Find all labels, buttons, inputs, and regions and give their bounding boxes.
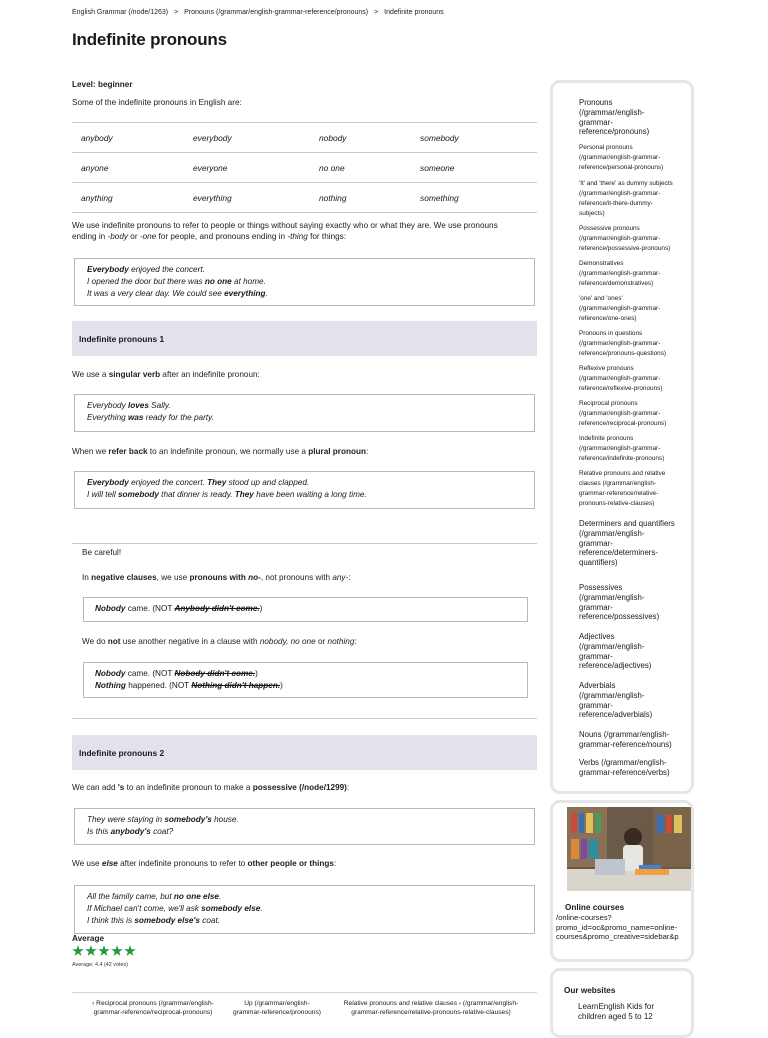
next-page-link[interactable]: Relative pronouns and relative clauses › (/grammar/english- grammar-reference/relative-pronouns-relative-clauses) (343, 1000, 519, 1016)
example-line: Nobody came. (NOT Nobody didn't come.) (95, 669, 258, 678)
sidebar-item-verbs[interactable]: Verbs (/grammar/english- grammar-reference/verbs) (579, 758, 670, 777)
example-line: If Michael can't come, we'll ask somebody else. (87, 904, 263, 913)
table-cell: someone (411, 153, 537, 183)
sidebar-item-adjectives[interactable]: Adjectives (/grammar/english- grammar- reference/adjectives) (579, 632, 652, 671)
usage-line: We use indefinite pronouns to refer to people or things without saying exactly who or what they are. We use pronouns (72, 221, 498, 230)
promo-link[interactable]: /online-courses? promo_id=oc&promo_name=online- courses&promo_creative=sidebar&p (556, 913, 679, 942)
book-navigation (72, 992, 537, 1016)
rating-label: Average (72, 934, 105, 943)
promo-title[interactable]: Online courses (565, 903, 625, 912)
sidebar-subitem[interactable]: Demonstratives (/grammar/english-grammar- reference/demonstratives) (579, 260, 661, 287)
page-title: Indefinite pronouns (72, 30, 227, 49)
example-box (74, 808, 535, 845)
example-line: I will tell somebody that dinner is ready. They have been waiting a long time. (87, 490, 367, 499)
star-icon[interactable] (98, 945, 110, 957)
example-line: Everybody loves Sally. (87, 401, 171, 410)
table-cell: everything (184, 183, 310, 213)
table-cell: everybody (184, 123, 310, 153)
breadcrumb-link-pronouns[interactable]: Pronouns (/grammar/english-grammar-reference/pronouns) (184, 9, 369, 16)
careful-title: Be careful! (82, 548, 122, 557)
example-box (83, 597, 528, 622)
table-cell: nobody (310, 123, 411, 153)
breadcrumb-link-grammar[interactable]: English Grammar (/node/1263) (72, 9, 169, 16)
careful-paragraph: In negative clauses, we use pronouns with no-, not pronouns with any-: (82, 573, 351, 582)
star-icon[interactable] (124, 945, 136, 957)
example-box (74, 471, 535, 509)
table-row (72, 153, 537, 183)
table-cell: anybody (72, 123, 184, 153)
singular-verb-paragraph: We use a singular verb after an indefinite pronoun: (72, 370, 260, 379)
sidebar-item-determiners[interactable]: Determiners and quantifiers (/grammar/english- grammar- reference/determiners- quantifiers) (579, 519, 675, 568)
example-line: I think this is somebody else's coat. (87, 916, 221, 925)
example-box (74, 394, 535, 432)
example-box (74, 885, 535, 934)
intro-text: Some of the indefinite pronouns in English are: (72, 98, 242, 107)
breadcrumb-separator: > (174, 9, 179, 16)
section-title[interactable]: Indefinite pronouns 1 (79, 333, 165, 344)
table-cell: everyone (184, 153, 310, 183)
careful-divider (72, 718, 537, 719)
usage-line: ending in -body or -one for people, and pronouns ending in -thing for things: (72, 232, 347, 241)
example-line: Nothing happened. (NOT Nothing didn't happen.) (95, 681, 283, 690)
prev-page-link[interactable]: ‹ Reciprocal pronouns (/grammar/english- grammar-reference/reciprocal-pronouns) (92, 1000, 214, 1016)
promo-photo[interactable] (567, 807, 693, 891)
up-link[interactable]: Up (/grammar/english- grammar-reference/pronouns) (233, 1000, 321, 1016)
table-cell: nothing (310, 183, 411, 213)
example-line: Nobody came. (NOT Anybody didn't come.) (95, 604, 263, 613)
breadcrumb-separator: > (374, 9, 379, 16)
table-row (72, 123, 537, 153)
sidebar-subitem[interactable]: Personal pronouns (/grammar/english-grammar- reference/personal-pronouns) (579, 144, 664, 171)
table-cell: anything (72, 183, 184, 213)
exercise-section-1[interactable] (72, 321, 537, 356)
else-paragraph: We use else after indefinite pronouns to refer to other people or things: (72, 859, 337, 868)
possessive-paragraph: We can add 's to an indefinite pronoun to make a possessive (/node/1299): (72, 783, 350, 792)
exercise-section-2[interactable] (72, 735, 537, 770)
breadcrumb (72, 9, 448, 16)
table-cell: anyone (72, 153, 184, 183)
sidebar-subitem-active[interactable]: Indefinite pronouns (/grammar/english-grammar- reference/indefinite-pronouns) (579, 435, 665, 462)
websites-title: Our websites (564, 986, 616, 995)
star-icon[interactable] (72, 945, 84, 957)
table-cell: no one (310, 153, 411, 183)
example-line: It was a very clear day. We could see everything. (87, 289, 268, 298)
sidebar-subitem[interactable]: Pronouns in questions (/grammar/english-grammar- reference/pronouns-questions) (579, 330, 667, 357)
breadcrumb-current: Indefinite pronouns (384, 9, 444, 16)
example-box (83, 662, 528, 698)
sidebar-subitem[interactable]: Reflexive pronouns (/grammar/english-grammar- reference/reflexive-pronouns) (579, 365, 663, 392)
sidebar-nav (550, 80, 694, 794)
usage-paragraph (72, 220, 537, 242)
example-line: Is this anybody's coat? (87, 827, 174, 836)
star-icon[interactable] (111, 945, 123, 957)
example-line: Everybody enjoyed the concert. They stood up and clapped. (87, 478, 310, 487)
star-icon[interactable] (85, 945, 97, 957)
example-line: Everybody enjoyed the concert. (87, 265, 205, 274)
website-link-kids[interactable]: LearnEnglish Kids for children aged 5 to 12 (578, 1002, 655, 1021)
example-line: All the family came, but no one else. (87, 892, 222, 901)
example-line: I opened the door but there was no one at home. (87, 277, 266, 286)
pronoun-table (72, 122, 537, 213)
sidebar-subitem[interactable]: Possessive pronouns (/grammar/english-grammar- reference/possessive-pronouns) (579, 225, 671, 252)
sidebar-item-nouns[interactable]: Nouns (/grammar/english- grammar-reference/nouns) (579, 730, 672, 749)
refer-back-paragraph: When we refer back to an indefinite pronoun, we normally use a plural pronoun: (72, 447, 369, 456)
table-row (72, 183, 537, 213)
online-courses-promo[interactable] (550, 800, 694, 962)
example-line: They were staying in somebody's house. (87, 815, 239, 824)
possessive-link[interactable]: possessive (/node/1299) (252, 783, 347, 792)
rating-stars[interactable] (72, 945, 136, 957)
sidebar-subitem[interactable]: 'one' and 'ones' (/grammar/english-grammar- reference/one-ones) (579, 295, 661, 322)
sidebar-item-pronouns[interactable]: Pronouns (/grammar/english- grammar- reference/pronouns) (579, 98, 650, 137)
level-label: Level: beginner (72, 80, 133, 89)
example-box (74, 258, 535, 306)
table-cell: something (411, 183, 537, 213)
section-title[interactable]: Indefinite pronouns 2 (79, 747, 165, 758)
table-cell: somebody (411, 123, 537, 153)
careful-paragraph: We do not use another negative in a clause with nobody, no one or nothing: (82, 637, 357, 646)
careful-divider (72, 543, 537, 544)
sidebar-subitem[interactable]: Reciprocal pronouns (/grammar/english-grammar- reference/reciprocal-pronouns) (579, 400, 667, 427)
sidebar-subitem[interactable]: Relative pronouns and relative clauses (/grammar/english- grammar-reference/relative- pronouns-relative-clauses) (579, 470, 666, 507)
sidebar-item-adverbials[interactable]: Adverbials (/grammar/english- grammar- reference/adverbials) (579, 681, 653, 720)
example-line: Everything was ready for the party. (87, 413, 214, 422)
our-websites-card (550, 968, 694, 1038)
rating-summary: Average: 4.4 (42 votes) (72, 962, 128, 968)
sidebar-item-possessives[interactable]: Possessives (/grammar/english- grammar- reference/possessives) (579, 583, 660, 622)
sidebar-subitem[interactable]: 'It' and 'there' as dummy subjects (/grammar/english-grammar- reference/it-there-dummy- subjects) (579, 180, 673, 217)
